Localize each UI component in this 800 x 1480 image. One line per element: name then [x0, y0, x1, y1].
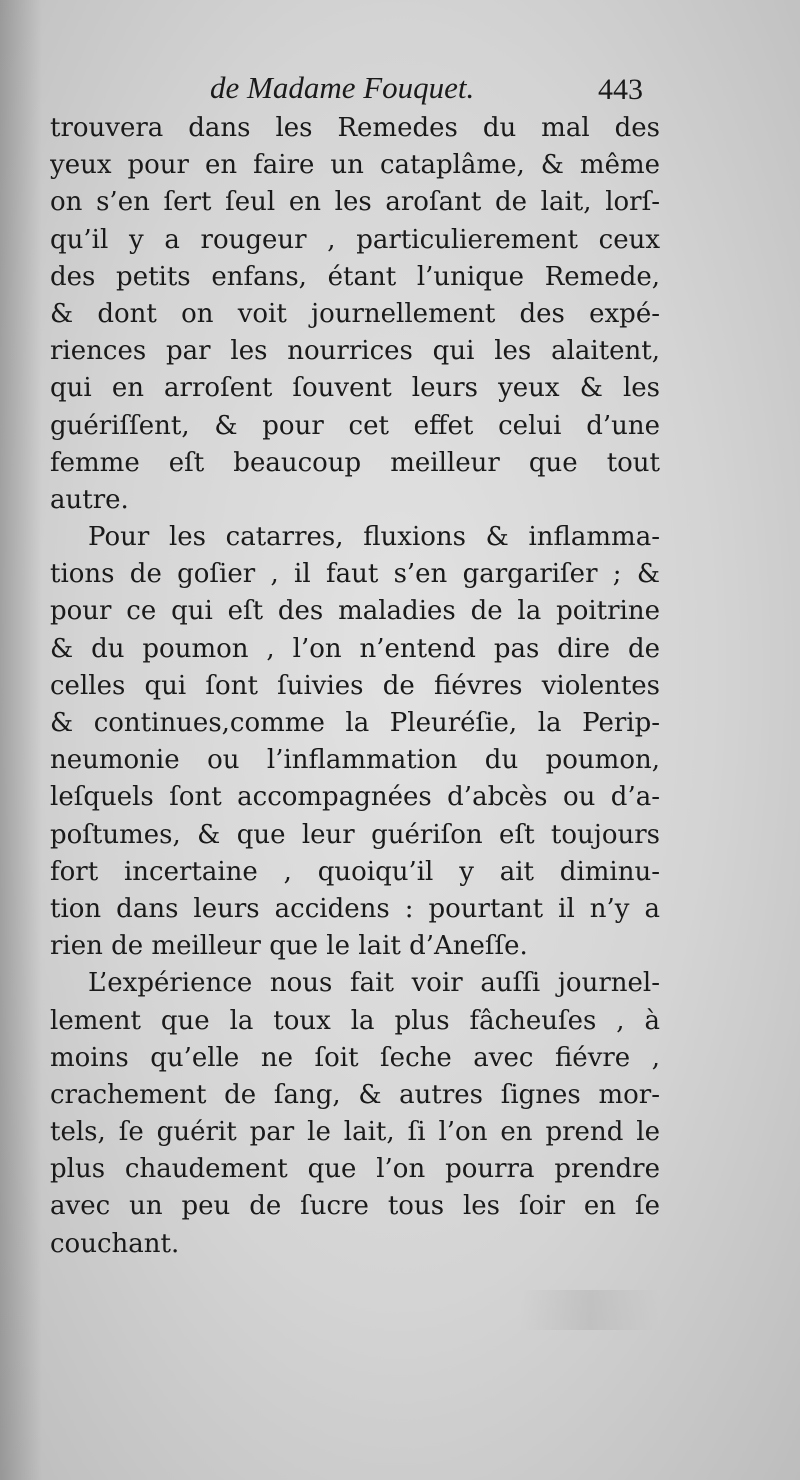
text-line: neumonie ou l’inflammation du poumon, [50, 745, 660, 776]
text-line: avec un peu de ſucre tous les ſoir en ſe [50, 1191, 660, 1222]
text-line: moins qu’elle ne ſoit ſeche avec fiévre , [50, 1042, 660, 1073]
text-line: Pour les catarres, fluxions & inflamma- [88, 522, 660, 553]
paragraph-2 [50, 519, 660, 965]
text-line: & dont on voit journellement des expé- [50, 298, 660, 329]
text-line: plus chaudement que l’on pourra prendre [50, 1154, 660, 1185]
text-line: couchant. [50, 1228, 180, 1259]
page-header [50, 68, 660, 108]
text-line: fort incertaine , quoiqu’il y ait diminu- [50, 856, 660, 887]
text-line: pour ce qui eſt des maladies de la poitrine [50, 596, 660, 627]
page-number: 443 [598, 73, 643, 106]
text-line: femme eſt beaucoup meilleur que tout [50, 447, 660, 478]
page-text-block [50, 68, 660, 1263]
text-line: poſtumes, & que leur guériſon eſt toujours [50, 819, 660, 850]
running-title: de Madame Fouquet. [210, 70, 475, 105]
text-line: & continues,comme la Pleuréſie, la Perip- [50, 708, 660, 738]
text-line: tions de goſier , il faut s’en gargariſer ; & [50, 559, 660, 590]
text-line: lement que la toux la plus fâcheuſes , à [50, 1005, 660, 1036]
text-line: yeux pour en faire un cataplâme, & même [50, 150, 660, 181]
text-line: rien de meilleur que le lait d’Aneſſe. [50, 931, 528, 962]
text-line: on s’en ſert ſeul en les aroſant de lait, lorſ- [50, 187, 660, 218]
text-line: tels, ſe guérit par le lait, ſi l’on en prend le [50, 1117, 660, 1148]
paragraph-3 [50, 965, 660, 1263]
paragraph-1 [50, 110, 660, 519]
text-line: qui en arroſent ſouvent leurs yeux & les [50, 373, 660, 404]
text-line: leſquels ſont accompagnées d’abcès ou d’a- [50, 782, 660, 813]
text-line: qu’il y a rougeur , particulierement ceux [50, 224, 660, 255]
text-line: tion dans leurs accidens : pourtant il n’y a [50, 893, 660, 924]
text-line: & du poumon , l’on n’entend pas dire de [50, 633, 660, 664]
text-line: L’expérience nous fait voir auſſi journel- [88, 968, 660, 999]
text-line: riences par les nourrices qui les alaitent, [50, 336, 660, 367]
show-through-smudge [520, 1290, 660, 1330]
text-line: des petits enfans, étant l’unique Remede, [50, 261, 660, 292]
text-line: trouvera dans les Remedes du mal des [50, 113, 660, 143]
text-line: crachement de ſang, & autres ſignes mor- [50, 1079, 660, 1110]
text-line: guériſſent, & pour cet effet celui d’une [50, 410, 660, 441]
text-line: autre. [50, 484, 129, 515]
page-gutter-shadow [0, 0, 42, 1480]
text-line: celles qui ſont ſuivies de fiévres violentes [50, 670, 660, 701]
